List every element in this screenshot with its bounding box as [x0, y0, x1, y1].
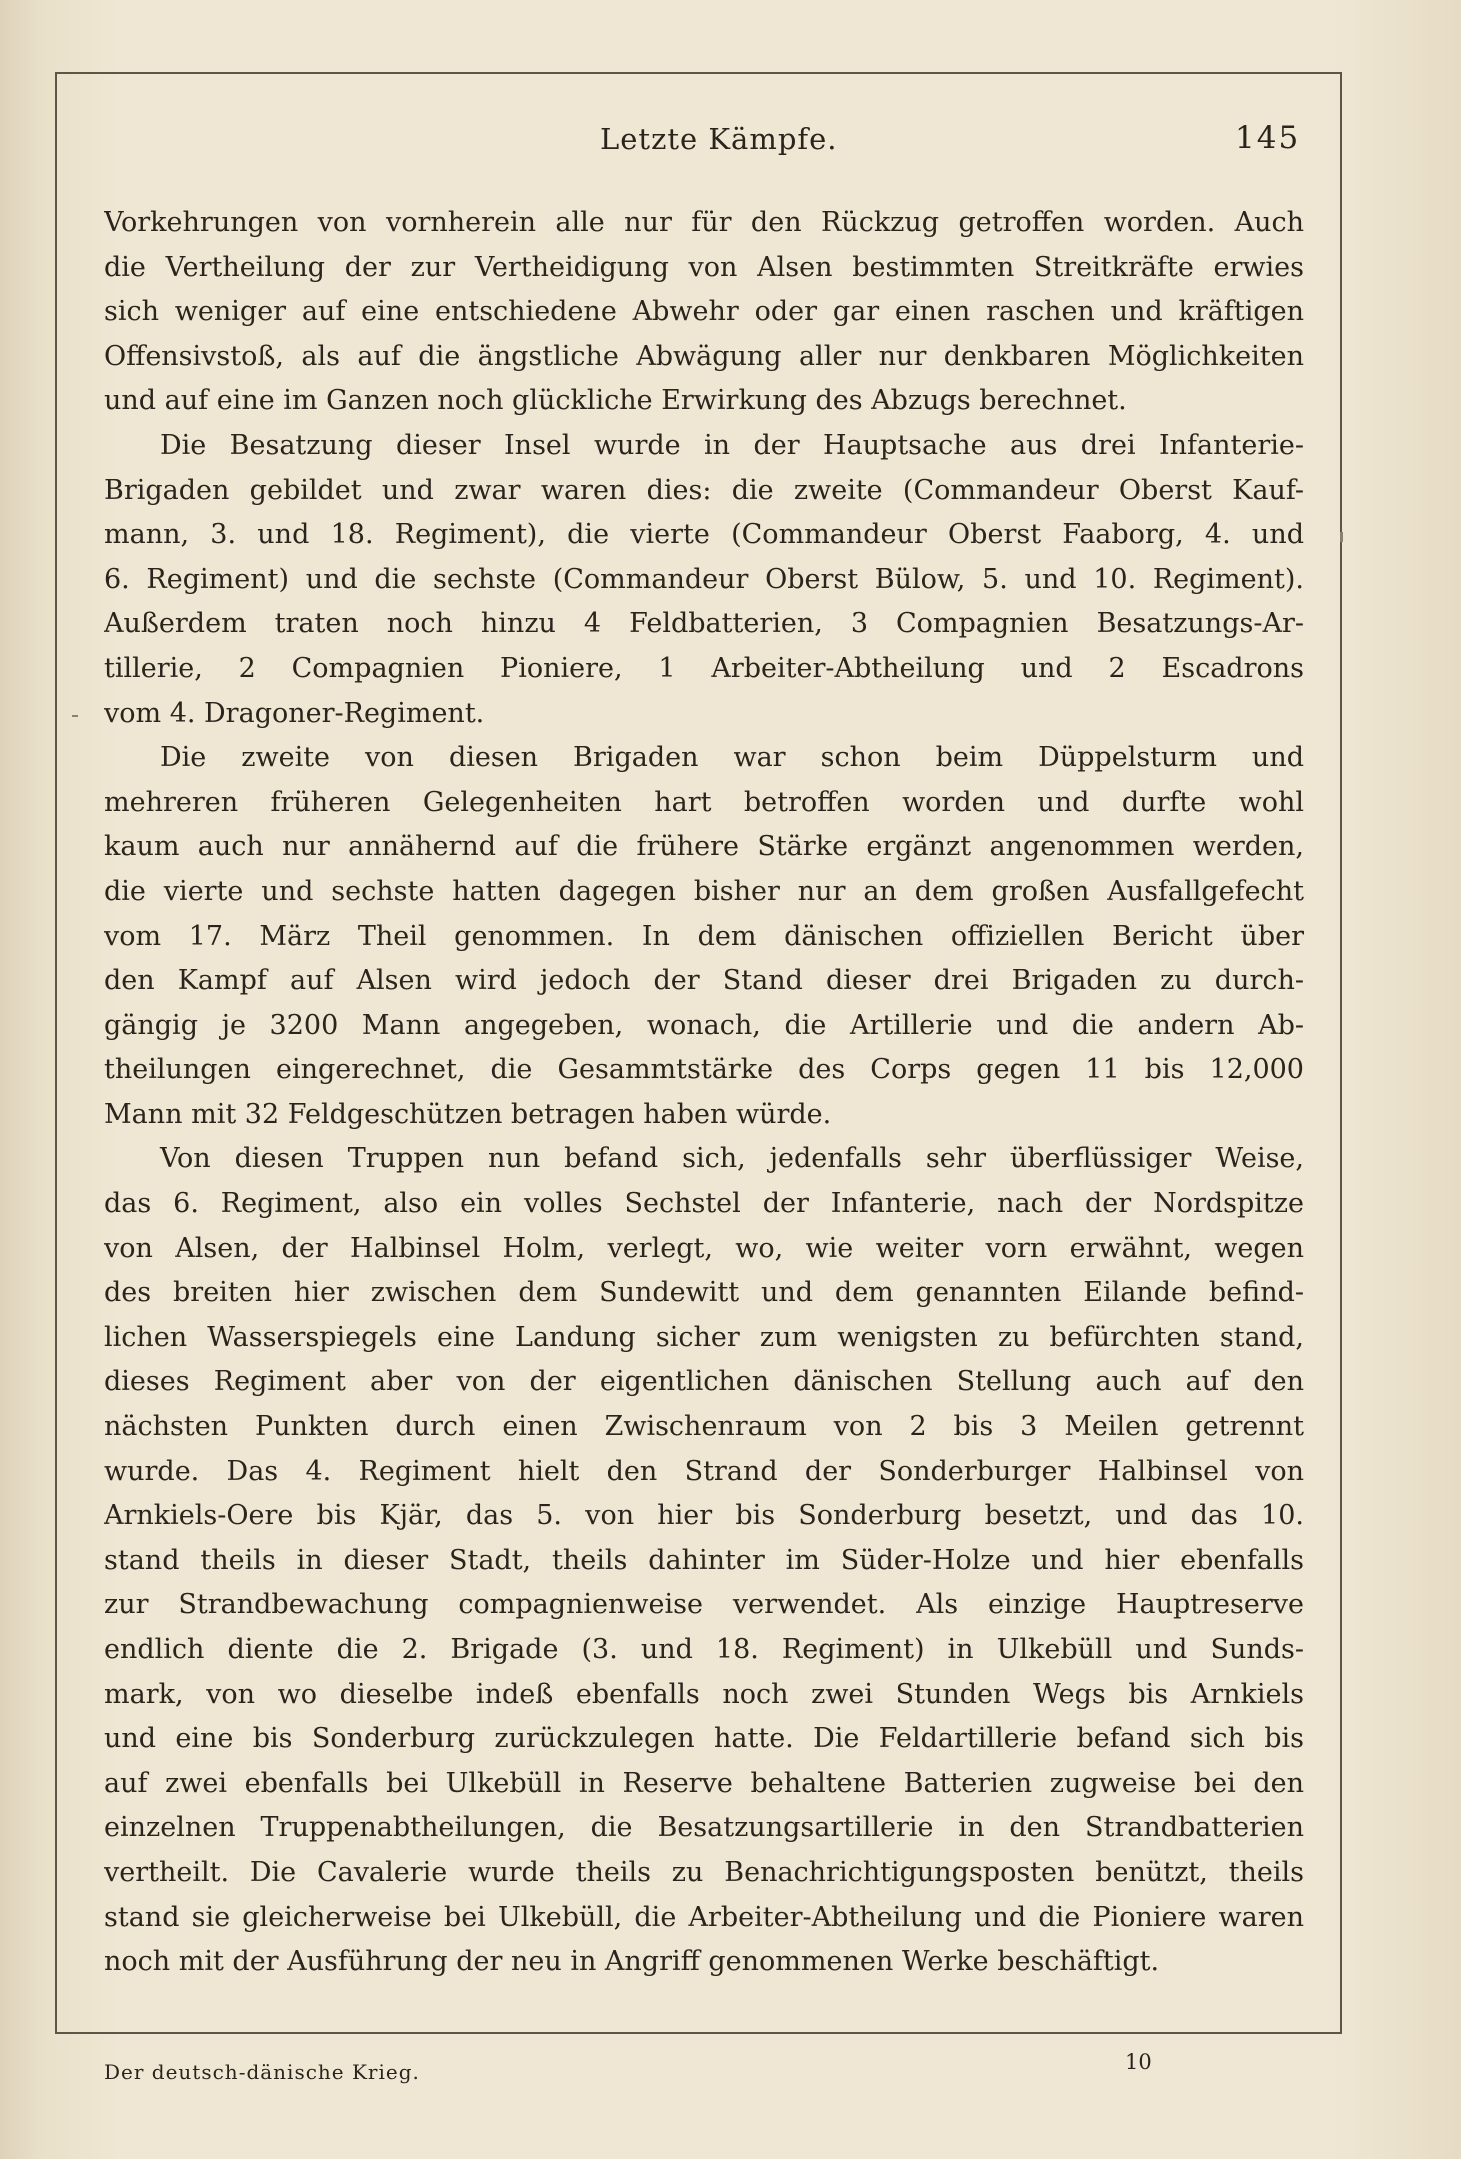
- text-line: zur Strandbewachung compagnienweise verwendet. Als einzige Hauptreserve: [104, 1589, 1304, 1621]
- text-line: das 6. Regiment, also ein volles Sechstel der Infanterie, nach der Nordspitze: [104, 1188, 1304, 1220]
- text-line: mehreren früheren Gelegenheiten hart betroffen worden und durfte wohl: [104, 786, 1304, 818]
- text-line: einzelnen Truppenabtheilungen, die Besatzungsartillerie in den Strandbatterien: [104, 1812, 1304, 1844]
- text-line: Offensivstoß, als auf die ängstliche Abwägung aller nur denkbaren Möglichkeiten: [104, 340, 1304, 372]
- text-line: Vorkehrungen von vornherein alle nur für den Rückzug getroffen worden. Auch: [104, 207, 1304, 238]
- text-line: auf zwei ebenfalls bei Ulkebüll in Reserve behaltene Batterien zugweise bei den: [104, 1767, 1304, 1799]
- printer-signature: Der deutsch-dänische Krieg.: [104, 2060, 420, 2084]
- sheet-number: 10: [1125, 2050, 1152, 2074]
- running-title: Letzte Kämpfe.: [600, 122, 838, 156]
- page-number: 145: [1235, 120, 1301, 156]
- text-line: vertheilt. Die Cavalerie wurde theils zu Benachrichtigungsposten benützt, theils: [104, 1856, 1304, 1888]
- text-line: mann, 3. und 18. Regiment), die vierte (Commandeur Oberst Faaborg, 4. und: [104, 519, 1304, 551]
- text-line: Die Besatzung dieser Insel wurde in der Hauptsache aus drei Infanterie-: [160, 429, 1304, 461]
- margin-speck: [1340, 532, 1343, 542]
- text-line: Die zweite von diesen Brigaden war schon beim Düppelsturm und: [160, 742, 1304, 774]
- text-line: vom 17. März Theil genommen. In dem dänischen offiziellen Bericht über: [104, 920, 1304, 952]
- text-line: endlich diente die 2. Brigade (3. und 18. Regiment) in Ulkebüll und Sunds-: [104, 1634, 1304, 1665]
- text-line: stand sie gleicherweise bei Ulkebüll, die Arbeiter-Abtheilung und die Pioniere waren: [104, 1901, 1304, 1933]
- text-line: und eine bis Sonderburg zurückzulegen hatte. Die Feldartillerie befand sich bis: [104, 1723, 1304, 1755]
- body-text: [104, 201, 1304, 1985]
- text-line: sich weniger auf eine entschiedene Abwehr oder gar einen raschen und kräftigen: [104, 296, 1304, 328]
- text-line: vom 4. Dragoner-Regiment.: [104, 697, 485, 729]
- text-line: die Vertheilung der zur Vertheidigung von Alsen bestimmten Streitkräfte erwies: [104, 251, 1304, 283]
- text-line: gängig je 3200 Mann angegeben, wonach, die Artillerie und die andern Ab-: [104, 1009, 1304, 1041]
- text-line: wurde. Das 4. Regiment hielt den Strand der Sonderburger Halbinsel von: [104, 1455, 1304, 1487]
- frame-top-rule: [55, 72, 1342, 74]
- text-line: noch mit der Ausführung der neu in Angriff genommenen Werke beschäftigt.: [104, 1946, 1160, 1978]
- text-line: des breiten hier zwischen dem Sundewitt und dem genannten Eilande befind-: [104, 1277, 1304, 1309]
- margin-speck: [72, 715, 78, 717]
- text-line: 6. Regiment) und die sechste (Commandeur Oberst Bülow, 5. und 10. Regiment).: [104, 563, 1304, 595]
- text-line: die vierte und sechste hatten dagegen bisher nur an dem großen Ausfallgefecht: [104, 875, 1304, 907]
- text-line: Außerdem traten noch hinzu 4 Feldbatterien, 3 Compagnien Besatzungs-Ar-: [104, 608, 1304, 640]
- text-line: und auf eine im Ganzen noch glückliche Erwirkung des Abzugs berechnet.: [104, 385, 1127, 417]
- frame-bottom-rule: [55, 2032, 1342, 2034]
- text-line: den Kampf auf Alsen wird jedoch der Stand dieser drei Brigaden zu durch-: [104, 965, 1304, 997]
- text-line: Arnkiels-Oere bis Kjär, das 5. von hier bis Sonderburg besetzt, und das 10.: [104, 1500, 1304, 1532]
- text-line: stand theils in dieser Stadt, theils dahinter im Süder-Holze und hier ebenfalls: [104, 1544, 1304, 1576]
- text-line: von Alsen, der Halbinsel Holm, verlegt, wo, wie weiter vorn erwähnt, wegen: [104, 1232, 1304, 1264]
- text-line: dieses Regiment aber von der eigentlichen dänischen Stellung auch auf den: [104, 1366, 1304, 1398]
- text-line: tillerie, 2 Compagnien Pioniere, 1 Arbeiter-Abtheilung und 2 Escadrons: [104, 652, 1304, 684]
- text-line: theilungen eingerechnet, die Gesammtstärke des Corps gegen 11 bis 12,000: [104, 1054, 1304, 1086]
- text-line: kaum auch nur annähernd auf die frühere Stärke ergänzt angenommen werden,: [104, 831, 1304, 863]
- frame-right-rule: [1340, 72, 1342, 2034]
- text-line: Brigaden gebildet und zwar waren dies: die zweite (Commandeur Oberst Kauf-: [104, 474, 1304, 506]
- text-line: Von diesen Truppen nun befand sich, jedenfalls sehr überflüssiger Weise,: [160, 1143, 1304, 1175]
- text-line: Mann mit 32 Feldgeschützen betragen haben würde.: [104, 1098, 832, 1130]
- text-line: mark, von wo dieselbe indeß ebenfalls noch zwei Stunden Wegs bis Arnkiels: [104, 1678, 1304, 1710]
- frame-left-rule: [55, 72, 57, 2034]
- text-line: lichen Wasserspiegels eine Landung sicher zum wenigsten zu befürchten stand,: [104, 1321, 1304, 1353]
- text-line: nächsten Punkten durch einen Zwischenraum von 2 bis 3 Meilen getrennt: [104, 1411, 1304, 1443]
